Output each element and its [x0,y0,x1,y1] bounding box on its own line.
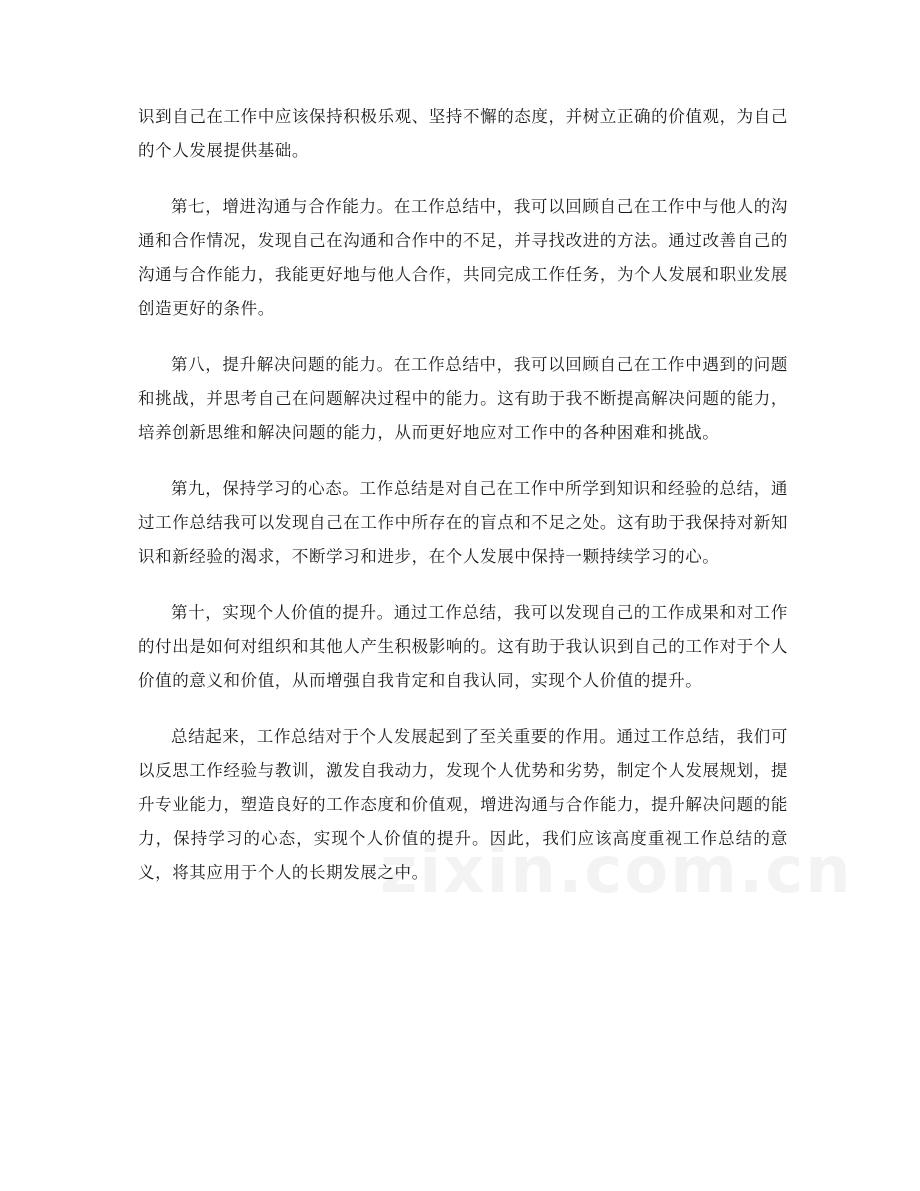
paragraph-5: 第十，实现个人价值的提升。通过工作总结，我可以发现自己的工作成果和对工作的付出是如何对组织和其他人产生积极影响的。这有助于我认识到自己的工作对于个人价值的意义和价值，从而增强自我肯定和自我认同，实现个人价值的提升。 [138,603,788,690]
paragraph-6: 总结起来，工作总结对于个人发展起到了至关重要的作用。通过工作总结，我们可以反思工作经验与教训，激发自我动力，发现个人优势和劣势，制定个人发展规划，提升专业能力，塑造良好的工作态度和价值观，增进沟通与合作能力，提升解决问题的能力，保持学习的心态，实现个人价值的提升。因此，我们应该高度重视工作总结的意义，将其应用于个人的长期发展之中。 [138,727,788,882]
paragraph-1: 识到自己在工作中应该保持积极乐观、坚持不懈的态度，并树立正确的价值观，为自己的个人发展提供基础。 [138,107,788,160]
paragraph-4: 第九，保持学习的心态。工作总结是对自己在工作中所学到知识和经验的总结，通过工作总结我可以发现自己在工作中所存在的盲点和不足之处。这有助于我保持对新知识和新经验的渴求，不断学习和进步，在个人发展中保持一颗持续学习的心。 [138,479,788,566]
paragraph-2: 第七，增进沟通与合作能力。在工作总结中，我可以回顾自己在工作中与他人的沟通和合作情况，发现自己在沟通和合作中的不足，并寻找改进的方法。通过改善自己的沟通与合作能力，我能更好地与他人合作，共同完成工作任务，为个人发展和职业发展创造更好的条件。 [138,197,788,318]
paragraph-3: 第八，提升解决问题的能力。在工作总结中，我可以回顾自己在工作中遇到的问题和挑战，并思考自己在问题解决过程中的能力。这有助于我不断提高解决问题的能力，培养创新思维和解决问题的能力，从而更好地应对工作中的各种困难和挑战。 [138,355,788,442]
document-body [138,100,788,912]
